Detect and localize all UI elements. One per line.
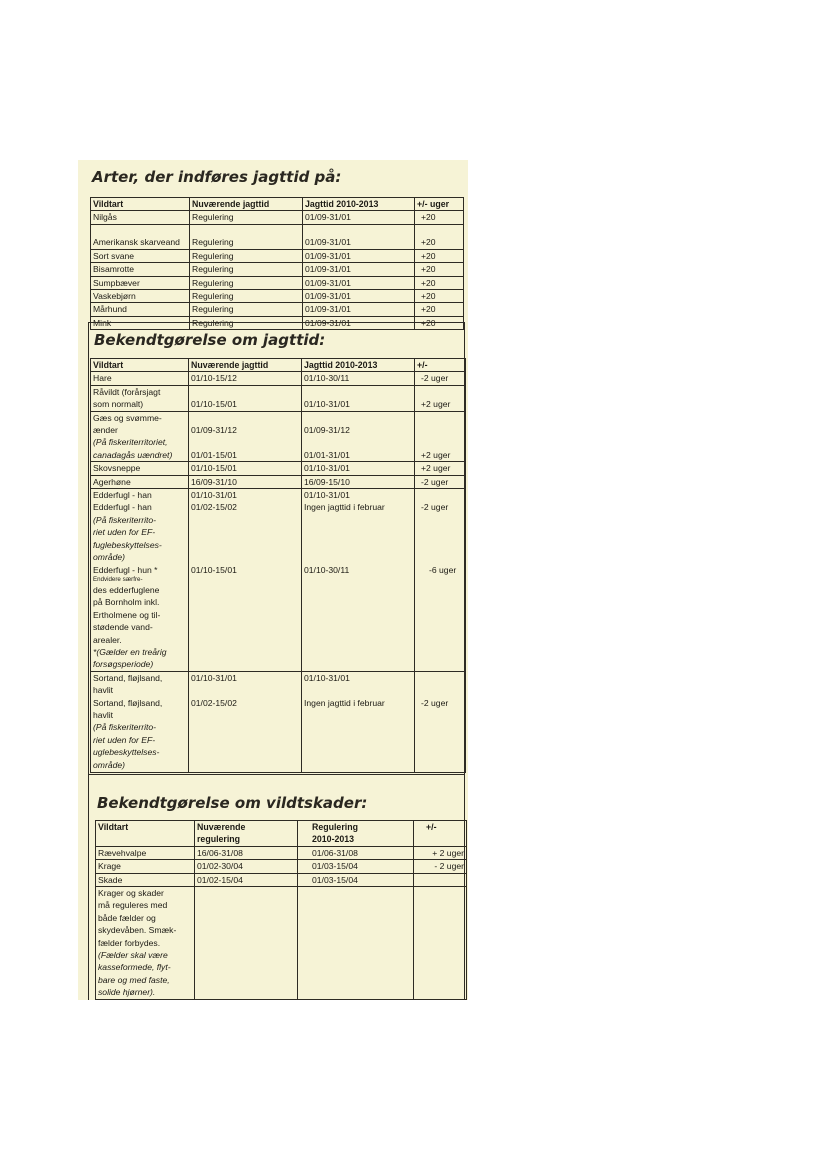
table-row bbox=[91, 462, 466, 475]
note-line: må reguleres med bbox=[98, 900, 168, 911]
species-note: canadagås uændret) bbox=[93, 449, 173, 460]
header-vildtart: Vildtart bbox=[91, 359, 189, 372]
cell-species: Skade bbox=[96, 873, 195, 886]
species-line: Gæs og svømme- bbox=[93, 412, 162, 423]
species-note: (På fiskeriterritoriet, bbox=[93, 437, 168, 448]
wildlife-damage-table bbox=[95, 820, 467, 1000]
header-current: Nuværende jagttid bbox=[189, 359, 302, 372]
cell-species: Hare bbox=[91, 372, 189, 385]
hunting-season-table bbox=[90, 358, 466, 773]
cell-species: Rævehvalpe bbox=[96, 846, 195, 859]
cell-current: Regulering bbox=[190, 211, 303, 224]
cell-change: -2 uger bbox=[415, 475, 466, 488]
species-note: forsøgsperiode) bbox=[93, 659, 154, 670]
cell-species: Vaskebjørn bbox=[91, 290, 190, 303]
cell-new bbox=[302, 411, 415, 462]
species-note: uglebeskyttelses- bbox=[93, 747, 160, 758]
change-value: -2 uger bbox=[421, 502, 449, 513]
cell-change: +20 bbox=[415, 249, 464, 262]
table-row bbox=[91, 385, 466, 411]
species-note: *(Gælder en treårig bbox=[93, 646, 167, 657]
species-line: des edderfuglene bbox=[93, 584, 160, 595]
note-line: skydevåben. Smæk- bbox=[98, 925, 177, 936]
species-note: riet uden for EF- bbox=[93, 527, 156, 538]
table-row bbox=[96, 887, 467, 1000]
species-line: Edderfugl - hun * bbox=[93, 564, 158, 575]
species-line: Ertholmene og til- bbox=[93, 609, 161, 620]
header-new bbox=[298, 821, 414, 847]
note-italic-line: (Fælder skal være bbox=[98, 950, 168, 961]
date-range: Ingen jagttid i februar bbox=[304, 502, 385, 513]
cell-species: Skovsneppe bbox=[91, 462, 189, 475]
cell-new: 01/09-31/01 bbox=[303, 211, 415, 224]
cell-species: Krage bbox=[96, 860, 195, 873]
cell-current bbox=[189, 411, 302, 462]
table-row bbox=[91, 671, 466, 772]
date-range: 01/10-31/01 bbox=[191, 490, 237, 501]
cell-new: 01/09-31/01 bbox=[303, 263, 415, 276]
cell-change: +20 bbox=[415, 263, 464, 276]
cell-species: Mink bbox=[91, 316, 190, 329]
cell-species bbox=[91, 489, 189, 672]
header-current bbox=[195, 821, 298, 847]
cell-new bbox=[302, 671, 415, 772]
cell-change: +2 uger bbox=[415, 462, 466, 475]
cell-species: Nilgås bbox=[91, 211, 190, 224]
species-line: ænder bbox=[93, 425, 118, 436]
cell-new: 01/09-31/01 bbox=[303, 224, 415, 249]
new-species-table bbox=[90, 197, 464, 330]
cell-change: -2 uger bbox=[415, 372, 466, 385]
section-divider bbox=[88, 774, 465, 775]
header-line: Nuværende bbox=[197, 822, 246, 832]
table-row bbox=[91, 489, 466, 672]
note-italic-line: bare og med faste, bbox=[98, 974, 170, 985]
species-line: på Bornholm inkl. bbox=[93, 597, 160, 608]
date-range: 01/02-15/02 bbox=[191, 502, 237, 513]
cell-new: 01/03-15/04 bbox=[298, 873, 414, 886]
table-row bbox=[91, 475, 466, 488]
species-note: område) bbox=[93, 759, 125, 770]
cell-new bbox=[298, 887, 414, 1000]
cell-new: 01/09-31/01 bbox=[303, 316, 415, 329]
note-line: Krager og skader bbox=[98, 888, 164, 899]
cell-current: 16/06-31/08 bbox=[195, 846, 298, 859]
change-value: -2 uger bbox=[421, 697, 449, 708]
species-note: riet uden for EF- bbox=[93, 734, 156, 745]
species-note: (På fiskeriterrito- bbox=[93, 722, 157, 733]
section1-heading: Arter, der indføres jagttid på: bbox=[92, 168, 342, 186]
header-line: regulering bbox=[197, 834, 241, 845]
cell-new bbox=[302, 489, 415, 672]
cell-change: +20 bbox=[415, 290, 464, 303]
cell-current bbox=[189, 489, 302, 672]
species-note: fuglebeskyttelses- bbox=[93, 539, 162, 550]
cell-change bbox=[414, 887, 467, 1000]
change-value: -6 uger bbox=[429, 564, 457, 575]
cell-change: +2 uger bbox=[415, 385, 466, 411]
cell-species bbox=[91, 411, 189, 462]
note-italic-line: solide hjørner). bbox=[98, 987, 156, 998]
cell-current bbox=[189, 671, 302, 772]
header-vildtart: Vildtart bbox=[96, 821, 195, 847]
species-line: Sortand, fløjlsand, bbox=[93, 697, 163, 708]
cell-species bbox=[96, 887, 195, 1000]
header-new: Jagttid 2010-2013 bbox=[302, 359, 415, 372]
document-clipping bbox=[78, 160, 468, 1000]
cell-change: +20 bbox=[415, 276, 464, 289]
date-range: 01/09-31/12 bbox=[191, 425, 237, 436]
cell-new: 01/10-31/01 bbox=[302, 385, 415, 411]
cell-new: 01/10-31/01 bbox=[302, 462, 415, 475]
cell-new: 01/03-15/04 bbox=[298, 860, 414, 873]
table-row bbox=[91, 249, 464, 262]
table-row bbox=[91, 211, 464, 224]
cell-current: 01/02-15/04 bbox=[195, 873, 298, 886]
date-range: 01/02-15/02 bbox=[191, 697, 237, 708]
cell-change: +20 bbox=[415, 211, 464, 224]
cell-current: 01/10-15/01 bbox=[189, 385, 302, 411]
table-row bbox=[91, 263, 464, 276]
cell-change: - 2 uger bbox=[414, 860, 467, 873]
table-header-row bbox=[96, 821, 467, 847]
cell-change: +20 bbox=[415, 303, 464, 316]
cell-new: 16/09-15/10 bbox=[302, 475, 415, 488]
note-italic-line: kasseformede, flyt- bbox=[98, 962, 171, 973]
cell-change bbox=[414, 873, 467, 886]
table-row bbox=[96, 873, 467, 886]
cell-change: +2 uger bbox=[415, 411, 466, 462]
cell-current: Regulering bbox=[190, 303, 303, 316]
date-range: 01/10-15/01 bbox=[191, 564, 237, 575]
cell-species bbox=[91, 671, 189, 772]
note-line: både fælder og bbox=[98, 912, 156, 923]
species-line: Edderfugl - han bbox=[93, 502, 152, 513]
header-change: +/- bbox=[415, 359, 466, 372]
cell-current: Regulering bbox=[190, 224, 303, 249]
cell-species: Amerikansk skarveand bbox=[91, 224, 190, 249]
cell-change: + 2 uger bbox=[414, 846, 467, 859]
species-line: havlit bbox=[93, 685, 114, 696]
table-row bbox=[91, 303, 464, 316]
species-line: Edderfugl - han bbox=[93, 490, 152, 501]
cell-species: Mårhund bbox=[91, 303, 190, 316]
cell-current: Regulering bbox=[190, 316, 303, 329]
date-range: 01/10-31/01 bbox=[304, 672, 350, 683]
cell-new: 01/09-31/01 bbox=[303, 303, 415, 316]
table-row bbox=[91, 276, 464, 289]
date-range: 01/10-31/01 bbox=[191, 672, 237, 683]
header-change: +/- uger bbox=[415, 198, 464, 211]
species-line: Sortand, fløjlsand, bbox=[93, 672, 163, 683]
date-range: 01/10-31/01 bbox=[304, 490, 350, 501]
date-range: 01/01-31/01 bbox=[304, 449, 350, 460]
table-header-row bbox=[91, 359, 466, 372]
species-note: område) bbox=[93, 552, 125, 563]
cell-current: Regulering bbox=[190, 290, 303, 303]
cell-new: 01/09-31/01 bbox=[303, 290, 415, 303]
table-row bbox=[96, 860, 467, 873]
cell-current: Regulering bbox=[190, 263, 303, 276]
cell-species bbox=[91, 385, 189, 411]
header-vildtart: Vildtart bbox=[91, 198, 190, 211]
species-line: Råvildt (forårsjagt bbox=[93, 386, 161, 397]
header-line: 2010-2013 bbox=[312, 834, 355, 845]
header-line: Regulering bbox=[312, 822, 358, 832]
date-range: 01/09-31/12 bbox=[304, 425, 350, 436]
table-row bbox=[91, 224, 464, 249]
species-line: arealer. bbox=[93, 634, 122, 645]
cell-current: 01/02-30/04 bbox=[195, 860, 298, 873]
species-note: (På fiskeriterrito- bbox=[93, 514, 157, 525]
table-row bbox=[91, 411, 466, 462]
cell-current: 01/10-15/01 bbox=[189, 462, 302, 475]
cell-new: 01/09-31/01 bbox=[303, 249, 415, 262]
table-header-row bbox=[91, 198, 464, 211]
date-range: 01/01-15/01 bbox=[191, 449, 237, 460]
header-current: Nuværende jagttid bbox=[190, 198, 303, 211]
table-row bbox=[91, 372, 466, 385]
table-row bbox=[91, 290, 464, 303]
cell-species: Sumpbæver bbox=[91, 276, 190, 289]
cell-current: Regulering bbox=[190, 249, 303, 262]
cell-species: Sort svane bbox=[91, 249, 190, 262]
section3-heading: Bekendtgørelse om vildtskader: bbox=[97, 794, 368, 812]
species-line: havlit bbox=[93, 709, 114, 720]
cell-current: 01/10-15/12 bbox=[189, 372, 302, 385]
header-new: Jagttid 2010-2013 bbox=[303, 198, 415, 211]
cell-new: 01/06-31/08 bbox=[298, 846, 414, 859]
species-line: som normalt) bbox=[93, 399, 144, 410]
cell-new: 01/10-30/11 bbox=[302, 372, 415, 385]
cell-change: +20 bbox=[415, 316, 464, 329]
cell-change: +20 bbox=[415, 224, 464, 249]
header-change: +/- bbox=[414, 821, 467, 847]
species-line: Endvidere særfre- bbox=[93, 575, 143, 583]
section2-heading: Bekendtgørelse om jagttid: bbox=[94, 331, 326, 349]
cell-current: Regulering bbox=[190, 276, 303, 289]
cell-species: Agerhøne bbox=[91, 475, 189, 488]
note-line: fælder forbydes. bbox=[98, 937, 161, 948]
cell-new: 01/09-31/01 bbox=[303, 276, 415, 289]
table-row bbox=[96, 846, 467, 859]
cell-current: 16/09-31/10 bbox=[189, 475, 302, 488]
cell-current bbox=[195, 887, 298, 1000]
cell-species: Bisamrotte bbox=[91, 263, 190, 276]
date-range: 01/10-30/11 bbox=[304, 564, 350, 575]
date-range: Ingen jagttid i februar bbox=[304, 697, 385, 708]
species-line: stødende vand- bbox=[93, 622, 153, 633]
cell-change bbox=[415, 671, 466, 772]
cell-change bbox=[415, 489, 466, 672]
